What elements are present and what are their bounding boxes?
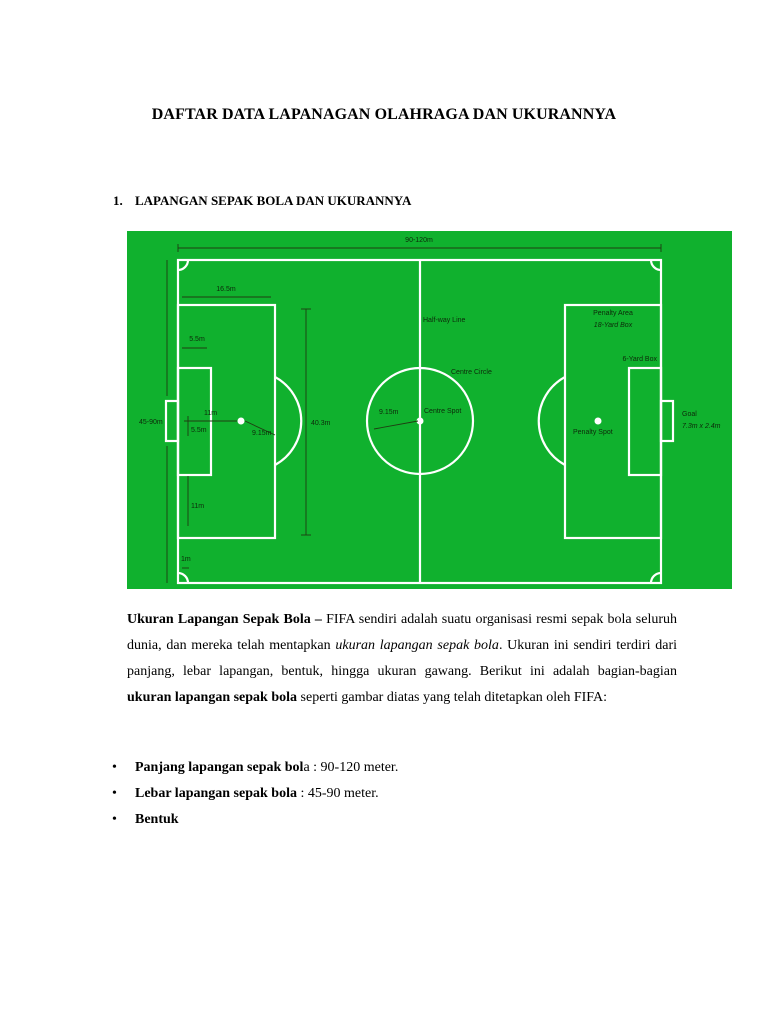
section-heading-text: LAPANGAN SEPAK BOLA DAN UKURANNYA <box>135 193 412 208</box>
bullet-icon: • <box>112 812 117 827</box>
label-six-yard-box: 6-Yard Box <box>622 356 657 363</box>
paragraph-text-1: FIFA sendiri adalah suatu organisasi resmi sepak bola seluruh dunia, dan mereka telah mentapkan <box>127 612 677 653</box>
left-penalty-arc <box>275 377 301 465</box>
label-penalty-width: 40.3m <box>311 420 331 427</box>
left-penalty-spot <box>238 418 245 425</box>
label-centre-spot: Centre Spot <box>424 408 462 415</box>
label-centre-radius: 9.15m <box>379 409 399 416</box>
corner-arc-tl <box>178 260 188 270</box>
right-penalty-spot <box>595 418 602 425</box>
label-penalty-area-sub: 18-Yard Box <box>593 322 633 329</box>
corner-arc-bl <box>178 573 188 583</box>
bullet-icon: • <box>112 760 117 775</box>
list-item-bold: Bentuk <box>135 812 179 827</box>
list-item-text: a : 90-120 meter. <box>303 760 399 775</box>
label-centre-circle: Centre Circle <box>451 369 492 376</box>
paragraph-italic-1: ukuran lapangan sepak bola <box>335 638 499 653</box>
field-size-list <box>112 757 398 835</box>
document-title: DAFTAR DATA LAPANAGAN OLAHRAGA DAN UKURANNYA <box>151 106 617 123</box>
paragraph-text-3: seperti gambar diatas yang telah ditetapkan oleh FIFA: <box>297 690 608 705</box>
paragraph-bold-2: ukuran lapangan sepak bola <box>127 690 298 705</box>
label-penalty-spot: Penalty Spot <box>573 429 613 436</box>
right-goal <box>661 401 673 441</box>
list-item-bold: Lebar lapangan sepak bola <box>135 786 297 801</box>
field-size-paragraph <box>127 607 677 711</box>
right-goal-area <box>629 368 661 475</box>
left-goal-area <box>178 368 211 475</box>
label-penalty-spot-distance: 11m <box>204 410 218 417</box>
label-post-to-box: 11m <box>191 503 205 510</box>
corner-arc-tr <box>651 260 661 270</box>
label-goal-size: 7.3m x 2.4m <box>682 423 721 430</box>
list-item-bold: Panjang lapangan sepak bol <box>135 760 304 775</box>
bullet-icon: • <box>112 786 117 801</box>
label-halfway-line: Half-way Line <box>423 317 466 324</box>
list-item <box>112 757 398 783</box>
dimension-lines <box>167 244 661 583</box>
label-corner-arc: 1m <box>181 556 191 563</box>
label-penalty-depth: 16.5m <box>216 286 236 293</box>
left-goal <box>166 401 178 441</box>
label-penalty-area: Penalty Area <box>593 310 633 317</box>
paragraph-text-2: . Ukuran ini sendiri terdiri dari panjang, lebar lapangan, bentuk, hingga ukuran gawang. Berikut ini adalah bagian-bagian <box>127 638 678 679</box>
right-penalty-area <box>565 305 661 538</box>
label-goal: Goal <box>682 411 697 418</box>
label-width: 45-90m <box>139 419 163 426</box>
football-field-diagram <box>127 231 732 589</box>
list-item <box>112 783 398 809</box>
list-item-text: : 45-90 meter. <box>296 786 379 801</box>
label-arc-radius: 9.15m <box>252 430 272 437</box>
list-item <box>112 809 398 835</box>
right-penalty-arc <box>539 377 565 465</box>
corner-arc-br <box>651 573 661 583</box>
field-labels <box>139 237 721 563</box>
section-number: 1. <box>113 193 123 208</box>
label-goal-area-side: 5.5m <box>191 427 207 434</box>
label-length: 90-120m <box>405 237 433 244</box>
field-spots <box>238 418 602 425</box>
label-goal-area-depth: 5.5m <box>189 336 205 343</box>
dim-centre-radius <box>374 421 418 429</box>
paragraph-lead: Ukuran Lapangan Sepak Bola – <box>127 612 322 627</box>
field-svg <box>127 231 732 589</box>
section-heading <box>113 193 411 209</box>
